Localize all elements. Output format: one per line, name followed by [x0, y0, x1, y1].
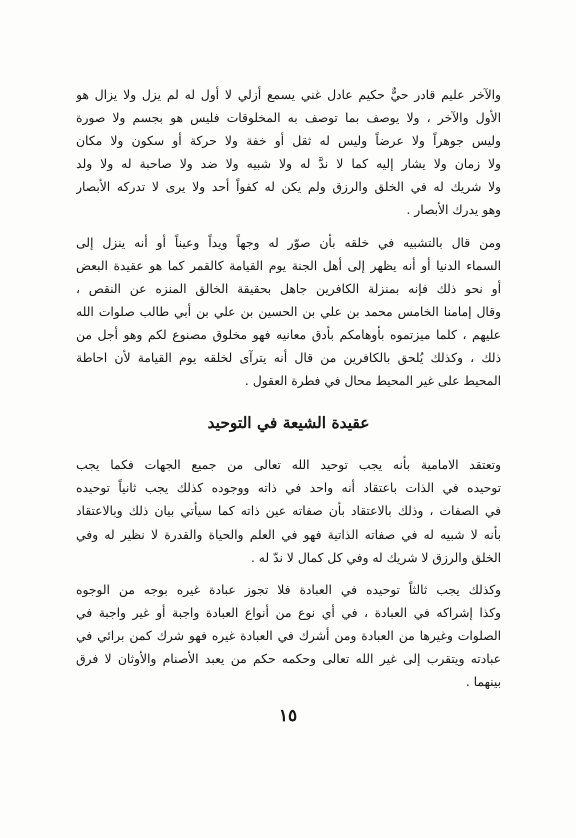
text-line: وليس جوهراً ولا عرضاً وليس له ثقل أو خفة ولا حركة أو سكون ولا مكان: [76, 134, 501, 149]
text-line: بأنه لا شبيه له في صفاته الذاتية فهو في العلم والحياة والقدرة لا نظير له وفي: [76, 527, 501, 542]
text-line: المحيط على غير المحيط محال في فطرة العقول .: [244, 374, 501, 389]
text-line: السماء الدنيا أو أنه يظهر إلى أهل الجنة يوم القيامة كالقمر كما هو عقيدة البعض: [76, 258, 501, 273]
text-line: وكذا إشراكه في العبادة ، في أي نوع من أنواع العبادة واجبة أو غير واجبة في: [76, 605, 501, 620]
text-line: وقال إمامنا الخامس محمد بن علي بن الحسين بن علي بن أبي طالب صلوات الله: [76, 304, 501, 319]
paragraph-attributes: [76, 84, 501, 223]
text-line: ذلك ، وكذلك يُلحق بالكافرين من قال أنه يترآى لخلقه يوم القيامة لأن احاطة: [76, 351, 501, 366]
page-number: ١٥: [278, 706, 298, 726]
text-line: الأول والآخر ، ولا يوصف بما توصف به المخلوقات فليس هو بجسم ولا صورة: [76, 111, 501, 126]
text-line: عليهم ، كلما ميزتموه بأوهامكم بأدق معانيه فهو مخلوق مصنوع لكم وهو أجل من: [76, 327, 501, 342]
text-line: ومن قال بالتشبيه في خلقه بأن صوّر له وجهاً ويداً وعيناً أو أنه ينزل إلى: [76, 235, 501, 250]
text-line: وكذلك يجب ثالثاً توحيده في العبادة فلا تجوز عبادة غيره بوجه من الوجوه: [76, 582, 501, 597]
text-line: وهو يدرك الأبصار .: [406, 203, 501, 218]
text-line: الخلق والرزق لا شريك له وفي كل كمال لا ندّ له .: [250, 550, 501, 565]
paragraph-tawhid-worship: [76, 579, 501, 694]
text-line: في الصفات ، وذلك بالاعتقاد بأن صفاته عين ذاته كما سيأتي بيان ذلك وبالاعتقاد: [76, 504, 501, 519]
text-line: وتعتقد الامامية بأنه يجب توحيد الله تعالى من جميع الجهات فكما يجب: [76, 458, 501, 473]
paragraph-anthropomorphism: [76, 232, 501, 394]
text-line: ولا زمان ولا يشار إليه كما لا ندَّ له ولا شبيه ولا ضد ولا صاحبة له ولا ولد: [76, 157, 501, 172]
page-body: [76, 84, 501, 694]
text-line: ولا شريك له في الخلق والرزق ولم يكن له كفواً أحد ولا يرى لا تدركه الأبصار: [76, 180, 501, 195]
text-line: والآخر عليم قادر حيٌّ حكيم عادل غني يسمع أزلي لا أول له لم يزل ولا يزال هو: [76, 88, 501, 102]
paragraph-tawhid-essence: [76, 454, 501, 569]
text-line: بينهما .: [465, 675, 501, 690]
text-line: الصلوات وغيرها من العبادة ومن أشرك في العبادة غيره فهو شرك كمن برائي في: [76, 628, 501, 643]
text-line: عبادته ويتقرب إلى غير الله تعالى وحكمه حكم من يعبد الأصنام والأوثان لا فرق: [76, 651, 501, 666]
text-line: توحيده في الذات باعتقاد أنه واحد في ذاته ووجوده كذلك يجب ثانياً توحيده: [76, 481, 501, 496]
section-heading: عقيدة الشيعة في التوحيد: [207, 413, 370, 433]
text-line: أو نحو ذلك فإنه بمنزلة الكافرين جاهل بحقيقة الخالق المنزه عن النقص ،: [76, 281, 501, 296]
